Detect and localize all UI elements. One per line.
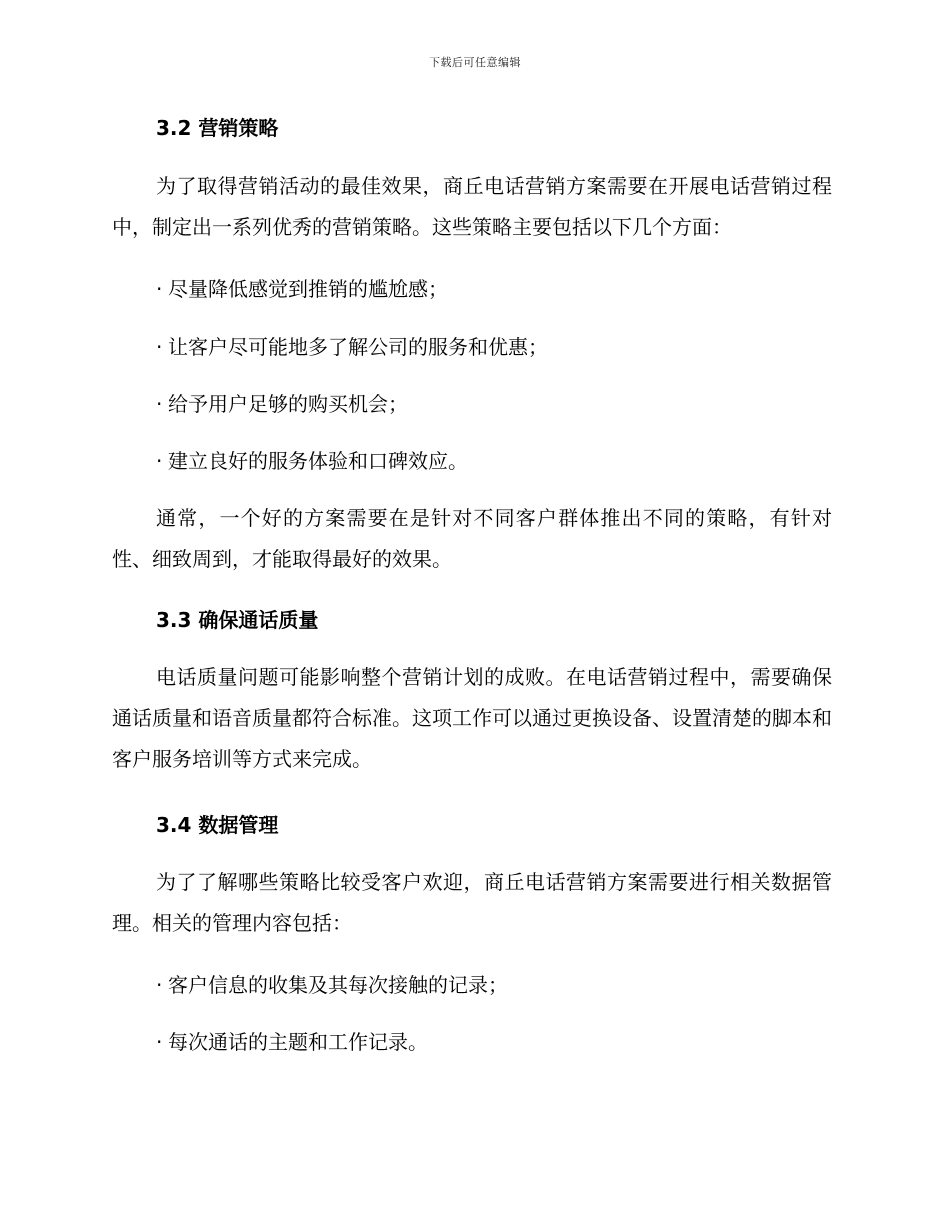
bullet-dot: ·	[156, 392, 163, 416]
bullet-text: 客户信息的收集及其每次接触的记录；	[168, 973, 508, 997]
bullet-dot: ·	[156, 449, 163, 473]
bullet-text: 给予用户足够的购买机会；	[168, 392, 408, 416]
bullet-text: 每次通话的主题和工作记录。	[168, 1030, 428, 1054]
bullet-item	[156, 1030, 428, 1054]
bullet-dot: ·	[156, 335, 163, 359]
bullet-text: 建立良好的服务体验和口碑效应。	[168, 449, 468, 473]
bullet-item	[156, 277, 448, 301]
bullet-item	[156, 392, 408, 416]
header-note: 下载后可任意编辑	[429, 56, 521, 69]
bullet-item	[156, 335, 548, 359]
bullet-item	[156, 973, 508, 997]
section-3-2-closing-paragraph: 通常，一个好的方案需要在是针对不同客户群体推出不同的策略，有针对性、细致周到，才能取得最好的效果。	[112, 506, 832, 571]
section-heading-3-2: 3.2 营销策略	[156, 116, 279, 140]
bullet-dot: ·	[156, 277, 163, 301]
bullet-text: 尽量降低感觉到推销的尴尬感；	[168, 277, 448, 301]
section-3-4-intro-paragraph: 为了了解哪些策略比较受客户欢迎，商丘电话营销方案需要进行相关数据管理。相关的管理内容包括：	[112, 870, 832, 935]
section-heading-3-4: 3.4 数据管理	[156, 813, 279, 837]
bullet-dot: ·	[156, 973, 163, 997]
bullet-item	[156, 449, 468, 473]
section-3-2-intro-paragraph: 为了取得营销活动的最佳效果，商丘电话营销方案需要在开展电话营销过程中，制定出一系列优秀的营销策略。这些策略主要包括以下几个方面：	[112, 174, 832, 239]
bullet-text: 让客户尽可能地多了解公司的服务和优惠；	[168, 335, 548, 359]
bullet-dot: ·	[156, 1030, 163, 1054]
section-heading-3-3: 3.3 确保通话质量	[156, 608, 319, 632]
section-3-3-paragraph: 电话质量问题可能影响整个营销计划的成败。在电话营销过程中，需要确保通话质量和语音质量都符合标准。这项工作可以通过更换设备、设置清楚的脚本和客户服务培训等方式来完成。	[112, 665, 832, 771]
